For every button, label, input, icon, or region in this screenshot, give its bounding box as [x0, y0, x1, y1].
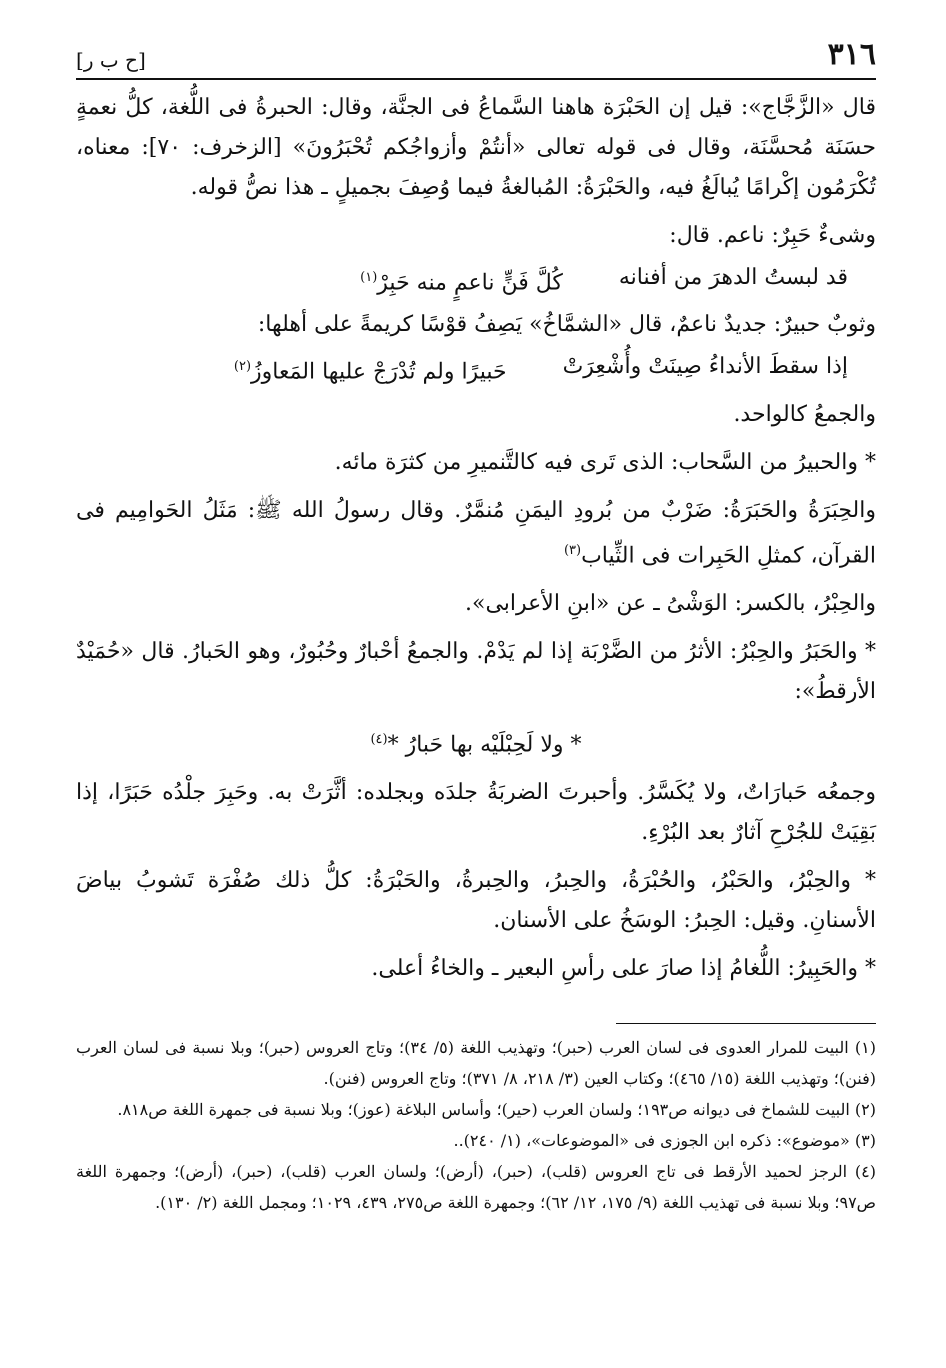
verse-hemistich-2: [360, 258, 563, 303]
paragraph: * والحِبْرُ، والحَبْرُ، والحُبْرَةُ، والحِبرُ، والحِبرةُ، والحَبْرَةُ: كلُّ ذلك صُفْرَة تَشوبُ بياضَ الأسنانِ. وقيل: الحِبرُ: الوسَخُ على الأسنان.: [76, 868, 876, 934]
footnote-ref: (١): [360, 270, 378, 285]
verse-hemistich-1: قد لبستُ الدهرَ من أفنانه: [618, 265, 848, 290]
footnote-ref: (٣): [563, 542, 582, 558]
paragraph: * والحَبَرُ والحِبْرُ: الأثرُ من الضَّرْبَة إذا لم يَدْمْ. والجمعُ أحْبارٌ وحُبُورٌ، وهو الحَبارُ. قال «حُمَيْدٌ الأرقطُ»:: [76, 638, 876, 704]
footnotes: [76, 1032, 876, 1218]
footnote-rule: [616, 1023, 876, 1024]
paragraph: وجمعُه حَبارَاتٌ، ولا يُكَسَّرُ. وأحبرتَ الضربَةُ جلدَه وبجلده: أثَّرَتْ به. وحَبِرَ جلْدُه حَبَرًا، إذا بَقِيَتْ للجُرْحِ آثارٌ بعد البُرْءِ.: [76, 780, 876, 846]
paragraph: والجمعُ كالواحد.: [733, 401, 876, 427]
verse: [76, 720, 876, 765]
main-text: [76, 88, 876, 989]
footnote: (٢) البيت للشماخ فى ديوانه ص١٩٣؛ ولسان العرب (حير)؛ وأساس البلاغة (عوز)؛ وبلا نسبة فى جمهرة اللغة ص٨١٨.: [117, 1100, 876, 1120]
page-number: ٣١٦: [827, 37, 876, 72]
verse-text: * ولا لَحِبْلَيْه بها حَبارُ *: [387, 732, 582, 758]
paragraph: * والحبيرُ من السَّحاب: الذى تَرى فيه كالتَّنميرِ من كثرَة مائه.: [334, 449, 876, 475]
footnote: (٣) «موضوع»: ذكره ابن الجوزى فى «الموضوعات»، (١/ ٢٤٠)..: [453, 1131, 876, 1151]
paragraph: وشىءٌ حَبِرٌ: ناعم. قال:: [669, 223, 876, 248]
footnote: (١) البيت للمرار العدوى فى لسان العرب (حبر)؛ وتهذيب اللغة (٥/ ٣٤)؛ وتاج العروس (حبر)؛ وبلا نسبة فى لسان العرب (فنن)؛ وتهذيب اللغة (١٥/ ٤٦٥)؛ وكتاب العين (٣/ ٢١٨، ٨/ ٣٧١)؛ وتاج العروس (فنن).: [76, 1038, 877, 1089]
verse: [76, 258, 876, 303]
footnote-ref: (٤): [370, 731, 388, 747]
page-header: [76, 28, 876, 72]
paragraph: والحِبْرُ، بالكسر: الوَشْىُ ـ عن «ابنِ الأعرابى».: [465, 590, 876, 616]
footnote: (٤) الرجز لحميد الأرقط فى تاج العروس (قلب)، (حبر)، (أرض)؛ ولسان العرب (قلب)، (حبر)، (أرض)؛ وجمهرة اللغة ص٩٧؛ وبلا نسبة فى تهذيب اللغة (٩/ ١٧٥، ١٢/ ٦٢)؛ وجمهرة اللغة ص٢٧٥، ٤٣٩، ١٠٢٩؛ ومجمل اللغة (٢/ ١٣٠).: [76, 1162, 876, 1213]
paragraph-text: والحِبَرَةُ والحَبَرَةُ: ضَرْبٌ من بُرودِ اليمَنِ مُنمَّرٌ. وقال رسولُ الله ﷺ: مَثَلُ الحَوامِيم فى القرآن، كمثلِ الحَبِرات فى الثِّياب: [76, 497, 876, 568]
paragraph: * والحَبِيرُ: اللُّغامُ إذا صارَ على رأسِ البعير ـ والخاءُ أعلى.: [371, 956, 876, 982]
paragraph: [76, 491, 876, 576]
paragraph: وثوبٌ حبيرٌ: جديدٌ ناعمٌ، قال «الشمَّاخُ» يَصِفُ قوْسًا كريمةً على أهلها:: [257, 312, 876, 338]
footnote-ref: (٢): [233, 359, 252, 375]
verse-text: كُلَّ فَنٍّ ناعمٍ منه حَبِرْ: [377, 270, 563, 296]
header-rule: [76, 78, 876, 80]
root-tag: [ح ب ر]: [76, 48, 146, 72]
verse-hemistich-1: إذا سقطَ الأنداءُ صِينَتْ وأُشْعِرَتْ: [562, 354, 848, 380]
verse-text: حَبيرًا ولم تُدْرَجْ عليها المَعاوزُ: [251, 359, 507, 385]
verse: [76, 347, 876, 392]
verse-hemistich-2: [234, 347, 507, 392]
paragraph: قال «الزَّجَّاج»: قيل إن الحَبْرَة هاهنا السَّماعُ فى الجنَّة، وقال: الحبرةُ فى اللُّغة، كلُّ نعمةٍ حسَنَة مُحسَّنَة، وقال فى قوله تعالى «أنتُمْ وأزواجُكم تُحْبَرُونَ» [الزخرف: ٧٠]: معناه، تُكْرَمُون إكْرامًا يُبالَغُ فيه، والحَبْرَةُ: المُبالغةُ فيما وُصِفَ بجميلٍ ـ هذا نصُّ قوله.: [76, 95, 877, 200]
